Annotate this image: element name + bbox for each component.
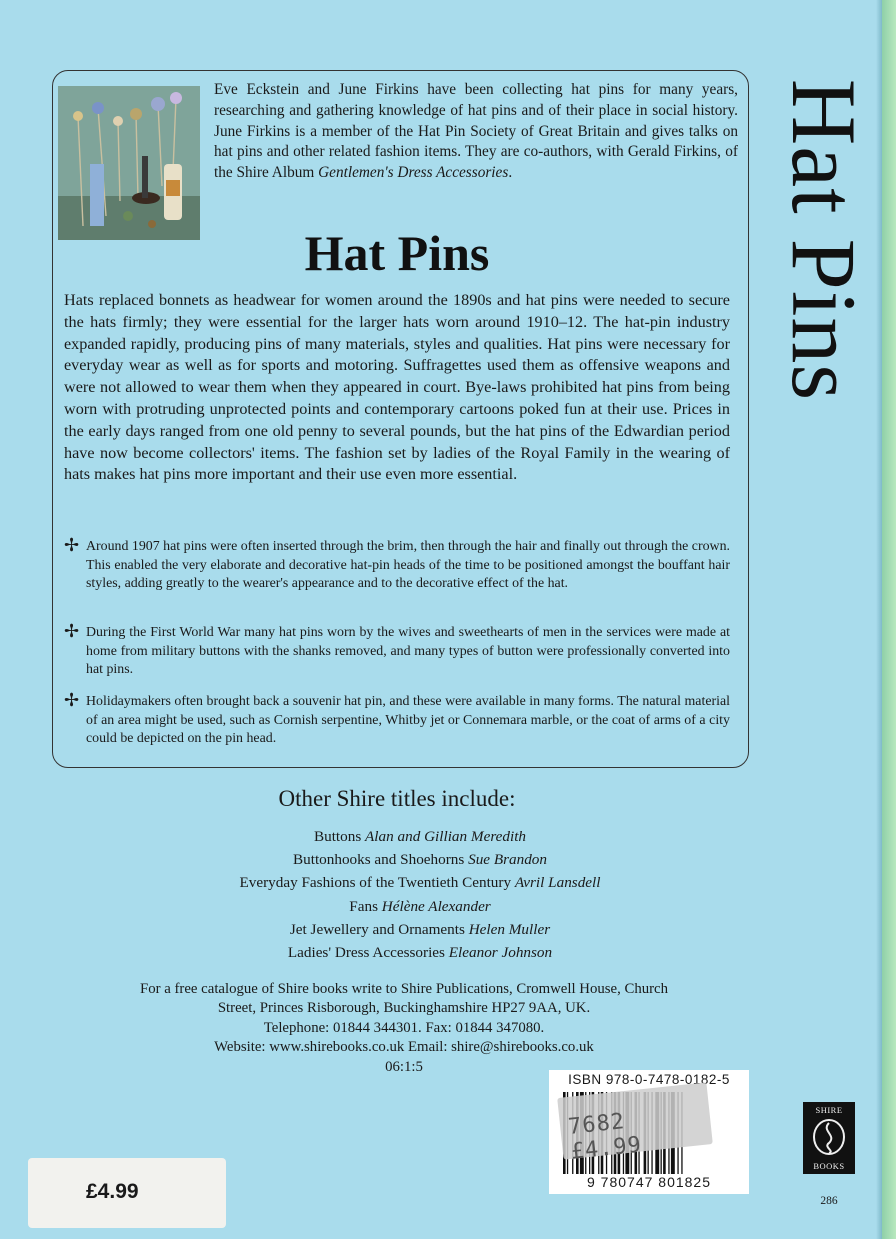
bullet-item [64, 621, 730, 680]
publisher-line: Telephone: 01844 344301. Fax: 01844 347080. [263, 1019, 545, 1036]
other-titles-list [0, 825, 840, 964]
next-page-edge [882, 0, 896, 1239]
series-number: 286 [820, 1195, 838, 1207]
shell-emblem-icon [811, 1117, 847, 1157]
publisher-line: For a free catalogue of Shire books write to Shire Publications, Cromwell House, Church [139, 981, 669, 997]
cross-bullet-icon: ✢ [64, 535, 80, 555]
logo-bottom-text: BOOKS [813, 1161, 845, 1171]
cross-bullet-icon: ✢ [64, 690, 80, 710]
print-code: 06:1:5 [385, 1058, 423, 1075]
title-entry [0, 941, 840, 964]
title-entry [0, 871, 840, 894]
entry-title: Fans [349, 897, 378, 915]
barcode-number: 9 780747 801825 [587, 1174, 711, 1190]
publisher-line: Website: www.shirebooks.co.uk Email: shire@shirebooks.co.uk [214, 1039, 594, 1056]
entry-author: Helen Muller [468, 920, 551, 938]
hat-pins-photo [58, 86, 200, 240]
entry-title: Ladies' Dress Accessories [287, 944, 445, 962]
author-bio [214, 80, 738, 184]
bullet-item [64, 690, 730, 749]
bullet-text: Holidaymakers often brought back a souvenir hat pin, and these were available in many forms. The natural material of an area might be used, such as Cornish serpentine, Whitby jet or Connemara marble, or the coat of arms of a city could be depicted on the pin head. [86, 694, 730, 747]
bullet-text: During the First World War many hat pins worn by the wives and sweethearts of men in the services were made at home from military buttons with the shanks removed, and many types of button were professionally converted into hat pins. [86, 625, 730, 678]
entry-author: Eleanor Johnson [448, 944, 553, 962]
title-entry [0, 918, 840, 941]
hat-pins-illustration [58, 86, 200, 240]
spine-title-text: Hat Pins [773, 78, 875, 402]
isbn-text: ISBN 978-0-7478-0182-5 [568, 1072, 730, 1087]
other-titles-heading: Other Shire titles include: [278, 786, 516, 811]
author-bio-text: Eve Eckstein and June Firkins have been collecting hat pins for many years, researching and gathering knowledge of hat pins and of their place in social history. June Firkins is a member of the Hat Pin Society of Great Britain and gives talks on hat pins and other related fashion items. They are co-authors, with Gerald Firkins, of the Shire Album [214, 81, 738, 182]
book-title: Hat Pins [304, 225, 490, 281]
price-label [28, 1158, 226, 1228]
title-entry [0, 848, 840, 871]
bullet-text: Around 1907 hat pins were often inserted through the brim, then through the hair and finally out through the crown. This enabled the very elaborate and decorative hat-pin heads of the time to be positioned amongst the bouffant hair styles, adding greatly to the wearer's appearance and to the decorative effect of the hat. [86, 539, 730, 592]
publisher-line: Street, Princes Risborough, Buckinghamshire HP27 9AA, UK. [217, 1000, 591, 1017]
price-label-text: £4.99 [86, 1180, 139, 1203]
logo-top-text: SHIRE [815, 1105, 843, 1115]
book-description: Hats replaced bonnets as headwear for women around the 1890s and hat pins were needed to secure the hats firmly; they were essential for the larger hats worn around 1910–12. The hat-pin industry expanded rapidly, producing pins of many materials, styles and qualities. Hat pins were necessary for everyday wear as well as for sports and motoring. Suffragettes used them as offensive weapons and were not allowed to wear them when they appeared in court. Bye-laws prohibited hat pins from being worn with protruding unprotected points and contemporary cartoons poked fun at their use. Prices in the early days ranged from one old penny to several pounds, but the hat pins of the Edwardian period have now become collectors' items. The fashion set by ladies of the Royal Family in the wearing of hats makes hat pins more important and their use even more essential. [64, 291, 730, 484]
entry-title: Buttonhooks and Shoehorns [293, 851, 465, 869]
price-sticker-text: 7682 £4.99 [567, 1109, 644, 1165]
author-bio-end: . [508, 164, 513, 182]
cross-bullet-icon: ✢ [64, 621, 80, 641]
entry-author: Sue Brandon [468, 851, 547, 869]
title-entry [0, 825, 840, 848]
related-book-title: Gentlemen's Dress Accessories [318, 164, 509, 182]
title-entry [0, 895, 840, 918]
entry-author: Hélène Alexander [381, 897, 491, 915]
bullet-item [64, 535, 730, 594]
shire-books-logo [803, 1102, 855, 1174]
entry-title: Jet Jewellery and Ornaments [289, 920, 465, 938]
publisher-info [0, 980, 808, 1077]
entry-title: Buttons [313, 828, 362, 845]
entry-author: Alan and Gillian Meredith [365, 828, 527, 845]
entry-title: Everyday Fashions of the Twentieth Century [239, 874, 512, 892]
entry-author: Avril Lansdell [514, 874, 601, 892]
